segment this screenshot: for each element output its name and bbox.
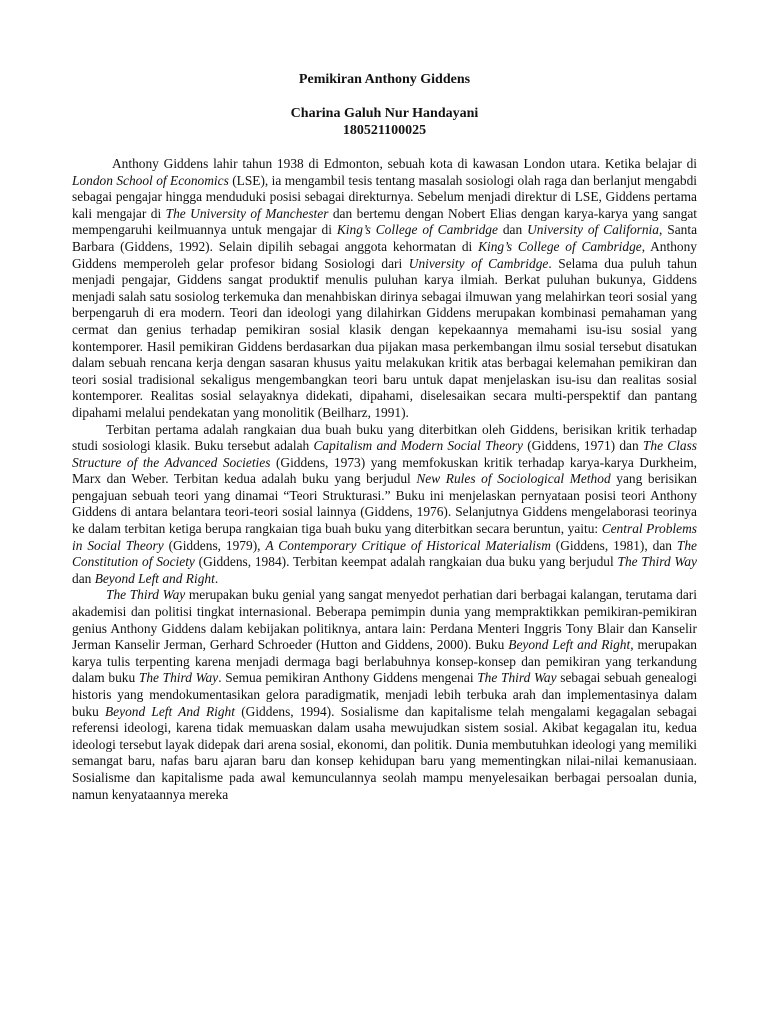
author-name: Charina Galuh Nur Handayani [290,106,479,121]
italic-title-text: University of Cambridge [408,255,549,271]
body-text: (LSE), ia mengambil tesis tentang masalah sosiologi olah raga dan berlanjut mengabdi sebagai pengajar hingga menduduki posisi sebagai direkturnya. Sebelum menjadi direktur di LSE, Giddens pertama kali mengajar di [72,172,697,221]
body-text: (Giddens, 1984). Terbitan keempat adalah rangkaian dua buku yang berjudul [194,554,618,570]
body-text: . Selama dua puluh tahun menjadi pengajar, Giddens sangat produktif menulis puluhan karya ilmiah. Berkat puluhan bukunya, Giddens menjadi salah satu sosiolog terkemuka dan menahbiskan dirinya sebagai ilmuwan yang melahirkan teori sosial yang berpengaruh di era modern. Teori dan ideologi yang dilahirkan Giddens merupakan kombinasi pemahaman yang cermat dan genius terhadap pemikiran sosial klasik dengan kepekaannya memahami isu-isu sosial yang kontemporer. Hasil pemikiran Giddens berdasarkan dua pijakan masa perkembangan ilmu sosial tersebut disatukan dalam sebuah rencana kerja dengan sasaran khusus yaitu melakukan kritik atas berbagai kelemahan pemikiran dan teori sosial tradisional sekaligus mengembangkan teori baru untuk dapat menjelaskan isu-isu dan realitas sosial kontemporer. Realitas sosial selayaknya didekati, dipahami, diselesaikan secara multi-perspektif dan pantang dipahami melalui pendekatan yang monolitik (Beilharz, 1991). [72,255,697,420]
italic-title-text: A Contemporary Critique of Historical Materialism [265,537,551,553]
document-page [72,71,697,803]
italic-title-text: King’s College of Cambridge [336,222,498,238]
italic-title-text: London School of Economics [72,172,229,188]
italic-title-text: Beyond Left and Right [508,637,631,653]
body-text: , Santa Barbara (Giddens, 1992). Selain dipilih sebagai anggota kehormatan di [72,222,698,254]
body-text: (Giddens, 1979), [163,537,266,553]
body-text: (Giddens, 1973) yang memfokuskan kritik terhadap karya-karya Durkheim, Marx dan Weber. Terbitan kedua adalah buku yang berjudul [72,454,697,487]
paragraph-1 [72,156,697,422]
paragraph-2 [72,422,697,588]
italic-title-text: The Constitution of Society [72,537,697,570]
italic-title-text: The Third Way [617,554,697,570]
body-text: (Giddens, 1994). Sosialisme dan kapitalisme telah mengalami kegagalan sebagai referensi ideologi, karena tidak memuaskan dalam usaha mewujudkan sistem sosial. Akibat kegagalan itu, kedua ideologi tersebut layak didepak dari arena sosial, ekonomi, dan politik. Dunia membutuhkan ideologi yang memiliki semangat baru, nafas baru ajaran baru dan konsep kehidupan baru yang mementingkan nilai-nilai kemanusiaan. Sosialisme dan kapitalisme pada awal kemunculannya seolah mampu menyelesaikan berbagai persoalan dunia, namun kenyataannya mereka [72,703,697,802]
italic-title-text: Beyond Left and Right [94,570,215,586]
author-block [72,105,697,139]
italic-title-text: Beyond Left And Right [105,703,235,719]
italic-title-text: The Third Way [138,670,219,686]
student-id: 180521100025 [342,123,427,138]
body-text: . Semua pemikiran Anthony Giddens mengenai [218,670,478,686]
body-text: dan bertemu dengan Nobert Elias dengan karya-karya yang sangat mempengaruhi keilmuannya untuk mengajar di [72,205,697,238]
body-text: , Anthony Giddens memperoleh gelar profesor bidang Sosiologi dari [72,238,697,271]
italic-title-text: The University of Manchester [165,205,329,221]
italic-title-text: The Class Structure of the Advanced Societies [72,438,698,470]
body-text: (Giddens, 1971) dan [523,438,643,454]
italic-title-text: King’s College of Cambridge [478,238,642,254]
body-text: Anthony Giddens lahir tahun 1938 di Edmonton, sebuah kota di kawasan London utara. Ketika belajar di [112,156,697,171]
paragraph-3 [72,587,697,803]
italic-title-text: Capitalism and Modern Social Theory [313,438,523,454]
italic-title-text: New Rules of Sociological Method [416,471,611,487]
body-text: dan [72,570,95,586]
italic-title-text: University of California [527,222,659,238]
body-text: sebagai sebuah genealogi historis yang mendokumentasikan gelora paradigmatik, menjadi lebih terbuka arah dan implementasinya dalam buku [72,670,698,719]
body-text: (Giddens, 1981), dan [550,537,677,553]
italic-title-text: The Third Way [477,670,557,686]
body-text: Terbitan pertama adalah rangkaian dua buah buku yang diterbitkan oleh Giddens, berisikan kritik terhadap studi sosiologi klasik. Buku tersebut adalah [72,421,697,454]
italic-title-text: Central Problems in Social Theory [72,521,697,553]
body-text: merupakan buku genial yang sangat menyedot perhatian dari berbagai kalangan, terutama dari akademisi dan politisi tingkat internasional. Beberapa pemimpin dunia yang mempraktikkan pemikiran-pemikiran genius Anthony Giddens dalam kebijakan politiknya, antara lain: Perdana Menteri Inggris Tony Blair dan Kanselir Jerman Kanselir Jerman, Gerhard Schroeder (Hutton and Giddens, 2000). Buku [72,587,697,653]
body-text: . [214,570,219,586]
body-text: yang berisikan pengajuan sebuah teori yang dinamai “Teori Strukturasi.” Buku ini menjelaskan pernyataan posisi teori Anthony Giddens di antara belantara teori-teori sosial lainnya (Giddens, 1976). Selanjutnya Giddens mengelaborasi teorinya ke dalam terbitan ketiga berupa rangkaian tiga buah buku yang diterbitkan secara beruntun, yaitu: [72,471,697,537]
body-text: dan [497,222,528,238]
italic-title-text: The Third Way [106,587,186,603]
document-title: Pemikiran Anthony Giddens [298,72,471,87]
body-text: , merupakan karya tulis terpenting karena menjadi dermaga bagi berlabuhnya konsep-konsep dan pemikiran yang terkandung dalam buku [72,637,698,686]
